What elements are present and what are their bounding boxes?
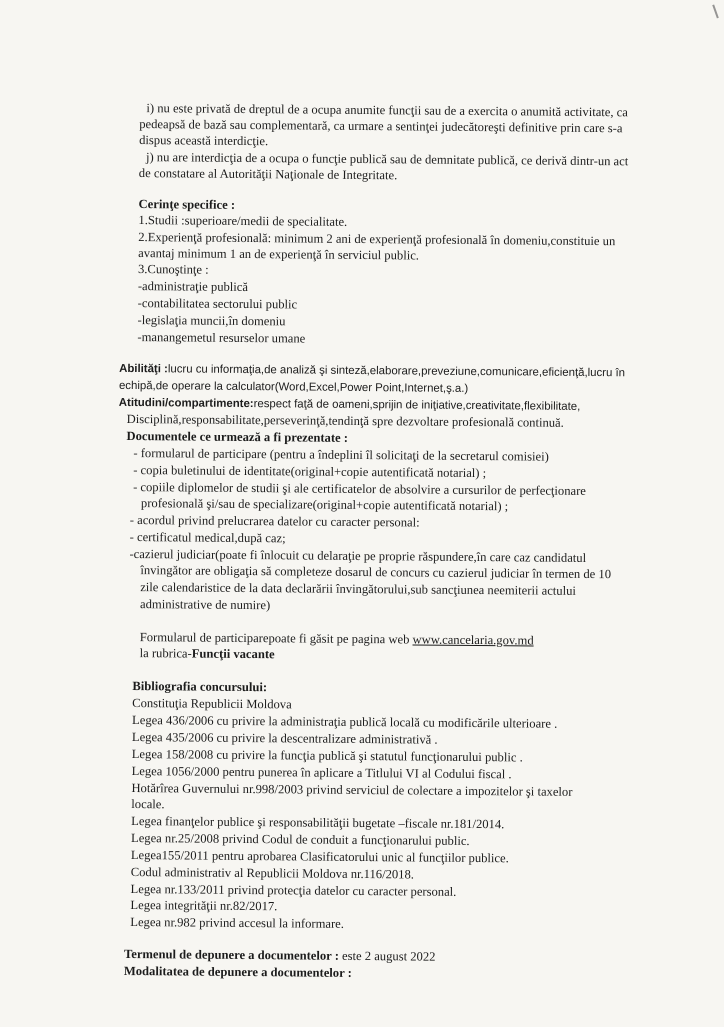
bibliography-item: Legea nr.982 privind accesul la informare.: [130, 915, 345, 931]
clause-i-line: i) nu este privată de dreptul de a ocupa anumite funcţii sau de a exercita o anumită activitate, ca: [146, 101, 628, 120]
bibliography-item: Legea nr.133/2011 privind protecţia datelor cu caracter personal.: [130, 882, 457, 899]
website-link[interactable]: www.cancelaria.gov.md: [412, 632, 534, 648]
document-item: administrative de numire): [140, 597, 271, 613]
form-rubric-name: Funcţii vacante: [191, 646, 275, 662]
deadline-label: Termenul de depunere a documentelor :: [123, 946, 343, 963]
bibliography-item: Legea 158/2008 cu privire la funcţia publică şi statutul funcţionarului public .: [131, 747, 523, 765]
scan-mark: [712, 2, 724, 19]
deadline-value: este 2 august 2022: [342, 948, 436, 964]
skills-line: [119, 362, 625, 380]
form-info-line: [140, 646, 275, 661]
submission-method-label: Modalitatea de depunere a documentelor :: [123, 963, 352, 980]
knowledge-item: -administraţie publică: [137, 279, 249, 295]
clause-j-line: j) nu are interdicţia de a ocupa o funcţie publică sau de demnitate publică, ce derivă dintr-un act: [145, 150, 629, 169]
form-info-text: Formularul de participarepoate fi găsit pe pagina web: [139, 630, 413, 647]
skills-label: Abilităţi :: [119, 362, 168, 376]
knowledge-item: -contabilitatea sectorului public: [137, 296, 298, 312]
knowledge-item: -legislaţia muncii,în domeniu: [137, 313, 286, 329]
bibliography-item: Legea 436/2006 cu privire la administraţia publică locală cu modificările ulterioare .: [132, 713, 558, 731]
bibliography-item: Legea 1056/2000 pentru punerea în aplicare a Titlului VI al Codului fiscal .: [131, 764, 512, 782]
clause-j-line: de constatare al Autorităţii Naţionale de Integritate.: [138, 166, 398, 183]
attitudes-label: Atitudini/compartimente:: [118, 396, 254, 411]
knowledge-item: -manangemetul resurselor umane: [137, 330, 306, 346]
document-item: - copia buletinului de identitate(original+copie autentificată notarial) ;: [133, 463, 487, 481]
document-item: - formularul de participare (pentru a îndeplini îl solicitaţi de la secretarul comisiei): [133, 446, 549, 464]
deadline-line: [124, 947, 436, 964]
requirement-item: 2.Experienţă profesională: minimum 2 ani de experienţă profesională în domeniu,constituie un: [138, 230, 616, 249]
bibliography-item: Legea155/2011 pentru aprobarea Clasificatorului unic al funcţiilor publice.: [130, 848, 509, 866]
document-item: profesională şi/sau de specializare(original+copie autentificată notarial) ;: [140, 496, 509, 514]
bibliography-item: Legea 435/2006 cu privire la descentralizare administrativă .: [131, 730, 438, 747]
document-item: - copiile diplomelor de studii şi ale certificatelor de absolvire a cursurilor de perfecţionare: [133, 480, 586, 498]
bibliography-item: locale.: [131, 797, 165, 812]
document-item: -cazierul judiciar(poate fi înlocuit cu delaraţie pe proprie răspundere,în care caz candidatul: [129, 546, 587, 565]
form-rubric-prefix: la rubrica-: [139, 646, 192, 661]
bibliography-item: Constituţia Republicii Moldova: [132, 696, 292, 712]
requirements-heading: Cerinţe specifice :: [138, 197, 236, 212]
bibliography-item: Codul administrativ al Republicii Moldova nr.116/2018.: [130, 865, 415, 882]
eligibility-clauses: [4, 0, 724, 183]
document-item: - acordul privind prelucrarea datelor cu caracter personal:: [129, 512, 420, 530]
clause-i-line: dispus această interdicţie.: [139, 133, 269, 149]
bibliography-item: Legea nr.25/2008 privind Codul de conduit a funcţionarului public.: [130, 831, 470, 848]
document-item: învingător are obligaţia să completeze dosarul de concurs cu cazierul judiciar în termen de 10: [140, 563, 612, 582]
requirement-item: 3.Cunoştinţe :: [137, 262, 209, 277]
attitudes-text: respect faţă de oameni,sprijin de iniţiative,creativitate,flexibilitate,: [253, 398, 581, 413]
skills-line: echipă,de operare la calculator(Word,Excel,Power Point,Internet,ş.a.): [118, 379, 469, 395]
attitudes-line: Disciplină,responsabilitate,perseverinţă,tendinţă spre dezvoltare profesională continuă.: [126, 411, 564, 430]
documents-heading: Documentele ce urmează a fi prezentate :: [126, 428, 349, 445]
bibliography-item: Legea finanţelor publice şi responsabilităţii bugetate –fiscale nr.181/2014.: [131, 814, 505, 832]
skills-text: lucru cu informaţia,de analiză şi sinteză,elaborare,preveziune,comunicare,eficienţă,lucru în: [167, 363, 626, 380]
form-info-line: [140, 630, 534, 647]
requirement-item: 1.Studii :superioare/medii de specialitate.: [138, 213, 348, 229]
requirement-item: avantaj minimum 1 an de experienţă în serviciul public.: [138, 246, 420, 263]
document-item: zile calendaristice de la data declarării învingătorului,sub sancţiunea neemiterii actului: [140, 580, 576, 598]
bibliography-heading: Bibliografia concursului:: [132, 679, 268, 695]
clause-i-line: pedeapsă de bază sau complementară, ca urmare a sentinţei judecătoreşti definitive prin care s-a: [139, 117, 623, 136]
document-item: - certificatul medical,după caz;: [129, 529, 286, 546]
bibliography-item: Legea integrităţii nr.82/2017.: [130, 898, 278, 914]
bibliography-item: Hotărîrea Guvernului nr.998/2003 privind serviciul de colectare a impozitelor şi taxelor: [131, 781, 573, 799]
attitudes-line: [119, 396, 581, 414]
